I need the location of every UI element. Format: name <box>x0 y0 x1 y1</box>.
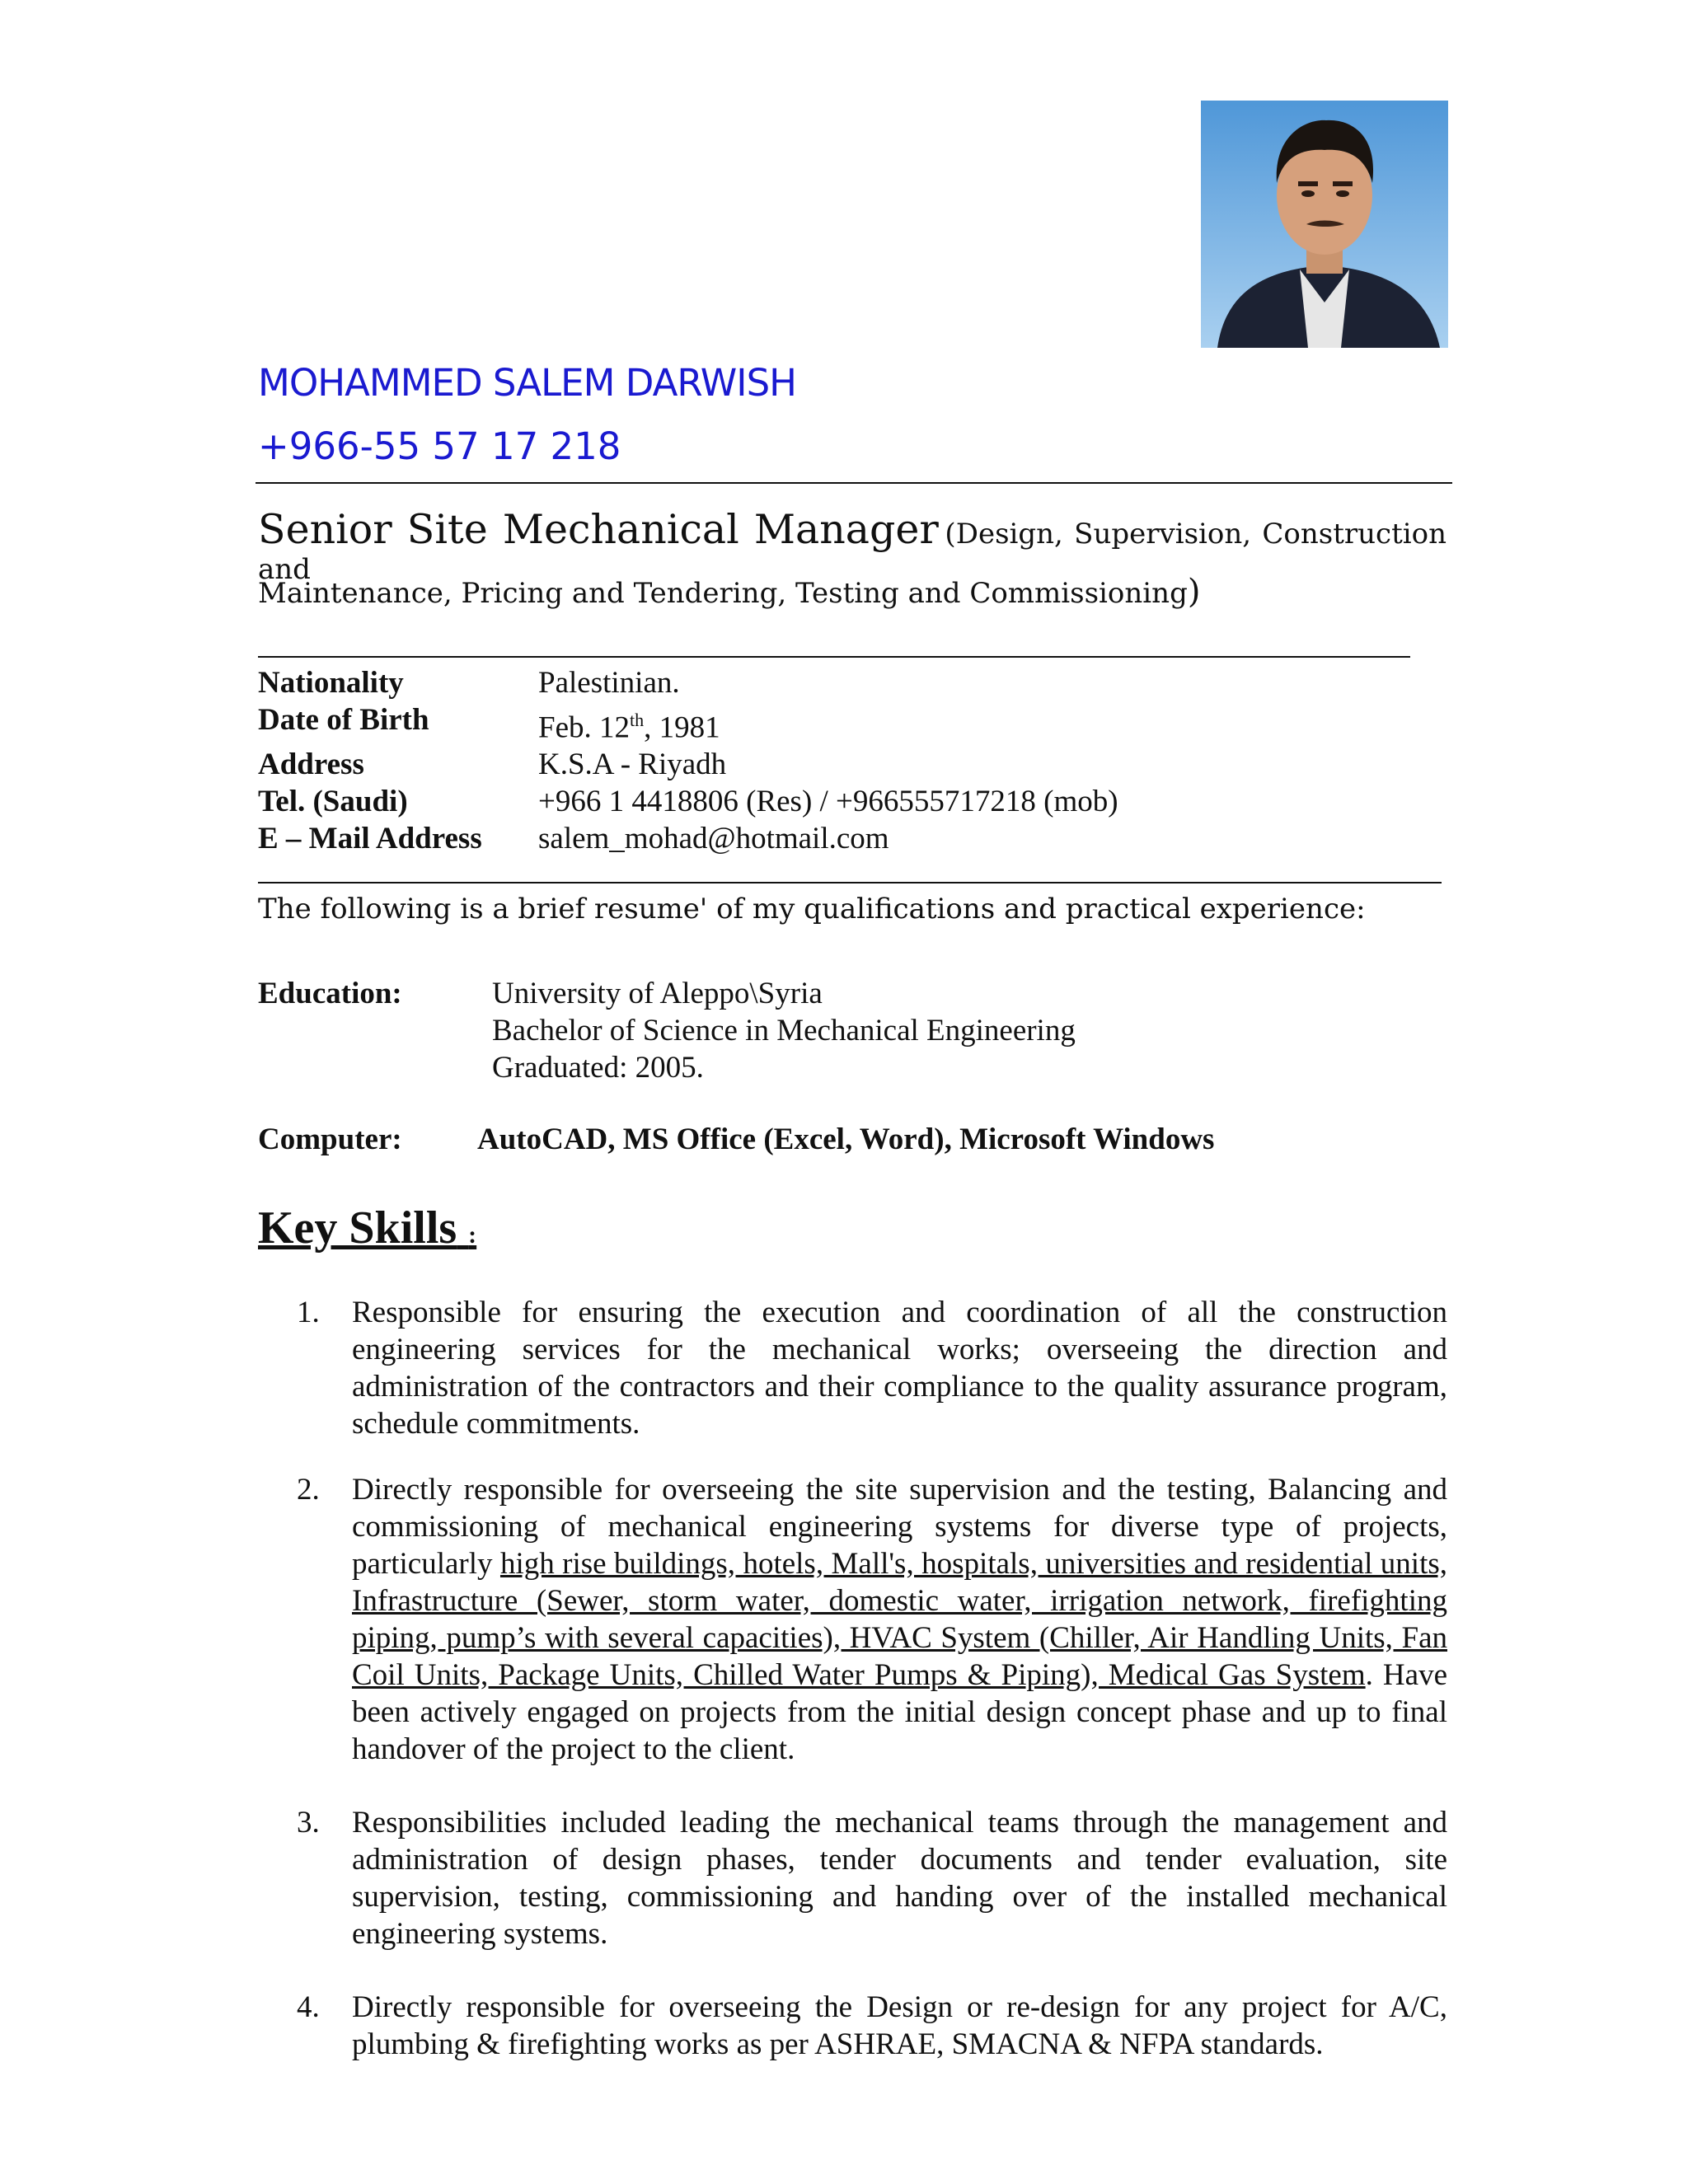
skill-item-4 <box>297 1989 1447 2063</box>
job-title: Senior Site Mechanical Manager <box>258 506 939 553</box>
dob-post: , 1981 <box>644 710 720 745</box>
education-graduated: Graduated: 2005. <box>492 1051 704 1085</box>
skill-text: Responsible for ensuring the execution and coordination of all the construction engineering services for the mechanical works; overseeing the direction and administration of the contractors and their compliance to the quality assurance program, schedule commitments. <box>352 1296 1447 1441</box>
dob-row <box>258 701 1118 746</box>
education-details <box>492 975 1076 1086</box>
intro-text: The following is a brief resume' of my qualifications and practical experience: <box>258 893 1366 926</box>
header-divider <box>256 482 1452 484</box>
skill-text-c: . Have been actively engaged on projects from the initial design concept phase and up to final handover of the project to the client. <box>352 1658 1447 1766</box>
personal-info <box>258 664 1118 857</box>
job-title-detail-1: Design, Supervision, Construction and <box>258 518 1447 586</box>
profile-photo <box>1201 101 1448 348</box>
dob-label: Date of Birth <box>258 703 429 737</box>
skill-number: 2. <box>297 1473 320 1507</box>
job-title-open-paren: ( <box>945 518 956 551</box>
skill-text-a: Directly responsible for overseeing the site supervision and the testing, Balancing and commissioning of mechanical engineering systems for diverse type of projects, particularly <box>352 1473 1447 1581</box>
dob-pre: Feb. 12 <box>538 710 630 745</box>
profile-photo-image <box>1201 101 1448 348</box>
email-value: salem_mohad@hotmail.com <box>538 822 889 856</box>
skill-item-1 <box>297 1294 1447 1442</box>
key-skills-list <box>297 1294 1447 2063</box>
job-title-close-paren: ) <box>1187 573 1201 611</box>
skill-number: 3. <box>297 1806 320 1840</box>
tel-value: +966 1 4418806 (Res) / +966555717218 (mob) <box>538 785 1118 819</box>
email-label: E – Mail Address <box>258 822 482 856</box>
address-value: K.S.A - Riyadh <box>538 748 727 782</box>
skill-text-underlined-2: Infrastructure (Sewer, storm water, domestic water, irrigation network, firefighting piping, pump’s with several capacities), HVAC System (Chiller, Air Handling Units, Fan Coil Units, Package Units, Chilled Water Pumps & Piping), Medical Gas System <box>352 1584 1447 1692</box>
computer-label: Computer: <box>258 1122 402 1156</box>
address-label: Address <box>258 748 364 782</box>
job-title-detail-2: Maintenance, Pricing and Tendering, Testing and Commissioning <box>258 577 1188 610</box>
key-skills-colon: : <box>468 1221 477 1249</box>
dob-sup: th <box>630 710 645 730</box>
key-skills-title: Key Skills <box>258 1202 457 1254</box>
dob-value <box>538 701 720 746</box>
job-title-line-2 <box>258 573 1200 611</box>
education-university: University of Aleppo\Syria <box>492 977 823 1010</box>
education-label: Education: <box>258 977 402 1010</box>
nationality-row <box>258 664 1118 701</box>
skill-number: 1. <box>297 1296 320 1329</box>
tel-label: Tel. (Saudi) <box>258 785 408 819</box>
key-skills-heading <box>258 1202 476 1254</box>
skill-item-3 <box>297 1804 1447 1952</box>
info-divider <box>258 882 1442 883</box>
skill-text-underlined-1: high rise buildings, hotels, Mall's, hospitals, universities and residential units, <box>499 1547 1447 1581</box>
skill-number: 4. <box>297 1990 320 2024</box>
candidate-phone: +966-55 57 17 218 <box>258 424 621 468</box>
skill-text: Directly responsible for overseeing the Design or re-design for any project for A/C, plumbing & firefighting works as per ASHRAE, SMACNA & NFPA standards. <box>352 1990 1447 2061</box>
nationality-value: Palestinian. <box>538 666 680 700</box>
tel-row <box>258 783 1118 820</box>
skill-text: Responsibilities included leading the mechanical teams through the management and administration of design phases, tender documents and tender evaluation, site supervision, testing, commissioning and handing over of the installed mechanical engineering systems. <box>352 1806 1447 1951</box>
title-divider <box>258 656 1410 658</box>
education-degree: Bachelor of Science in Mechanical Engineering <box>492 1014 1076 1047</box>
computer-value: AutoCAD, MS Office (Excel, Word), Microsoft Windows <box>477 1122 1215 1156</box>
email-row <box>258 820 1118 857</box>
candidate-name: MOHAMMED SALEM DARWISH <box>258 361 796 405</box>
nationality-label: Nationality <box>258 666 404 700</box>
computer-section <box>258 1122 1215 1157</box>
skill-item-2 <box>297 1471 1447 1768</box>
address-row <box>258 746 1118 783</box>
